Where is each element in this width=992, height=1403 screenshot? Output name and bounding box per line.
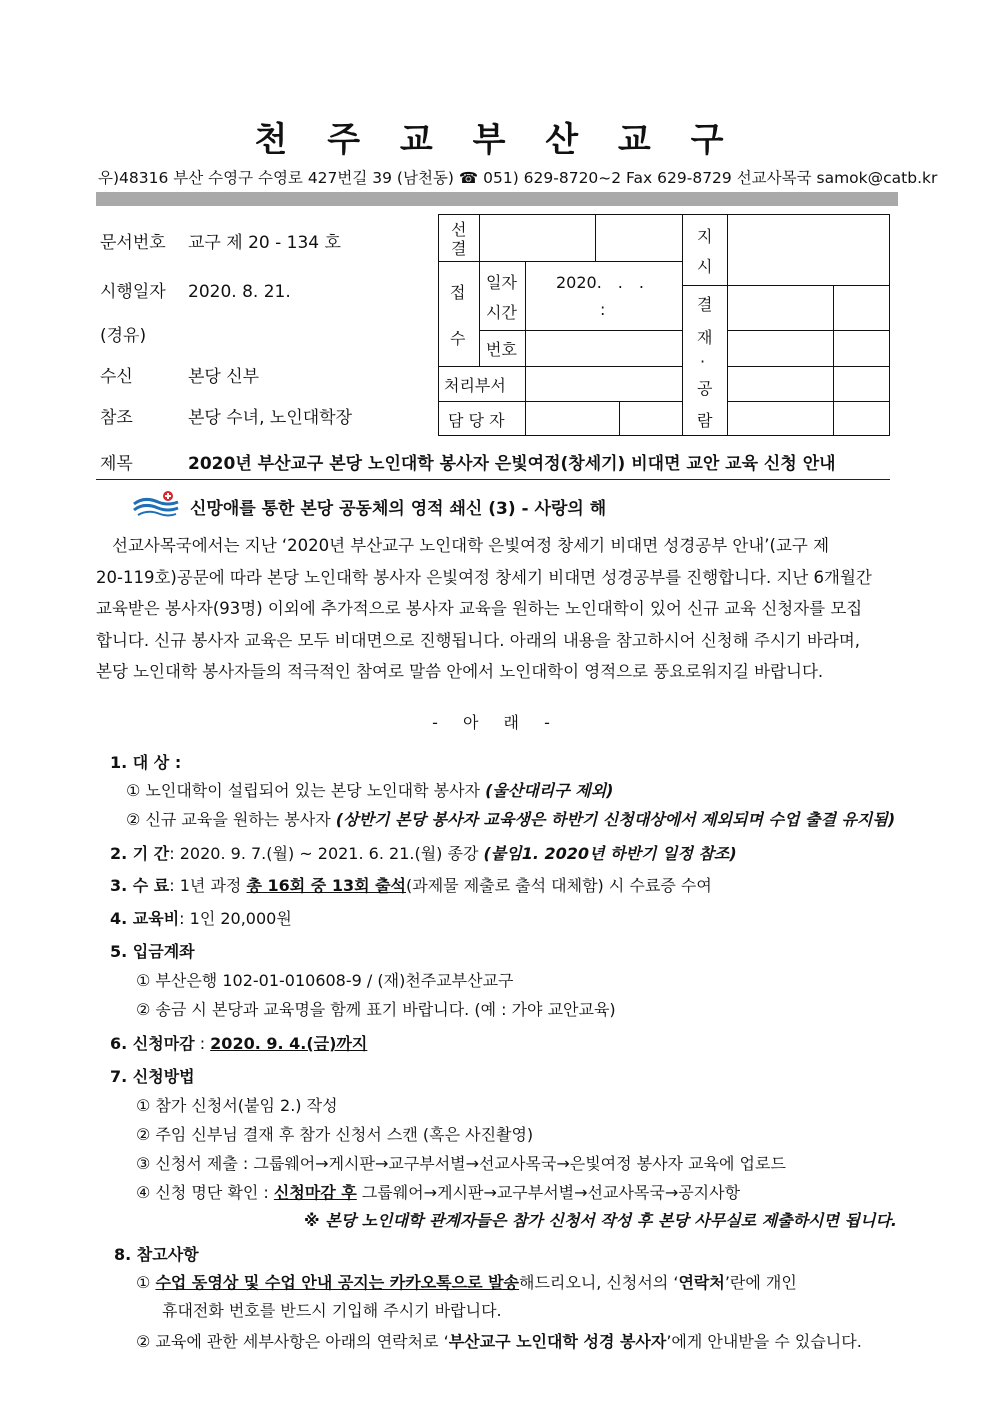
item-5 bbox=[110, 939, 195, 962]
stamp-gyeol: 결 bbox=[451, 239, 467, 258]
stamp-gong: 공 bbox=[697, 379, 713, 398]
subject-row bbox=[100, 449, 836, 474]
stamp-time-label: 시간 bbox=[486, 303, 517, 322]
item-3-post: (과제물 제출로 출석 대체함) 시 수료증 수여 bbox=[406, 876, 712, 895]
stamp-su: 수 bbox=[450, 329, 466, 348]
item-2-note: (붙임1. 2020년 하반기 일정 참조) bbox=[483, 844, 737, 863]
item-6-label: 6. 신청마감 bbox=[110, 1034, 195, 1053]
item-3 bbox=[110, 873, 712, 896]
item-3-attendance: 총 16회 중 13회 출석 bbox=[246, 876, 407, 895]
item-1 bbox=[110, 750, 181, 773]
item-2-label: 2. 기 간 bbox=[110, 844, 170, 863]
recipient-row bbox=[100, 362, 259, 387]
item-7b: ② 주임 신부님 결재 후 참가 신청서 스캔 (혹은 사진촬영) bbox=[136, 1125, 534, 1144]
intro-line: 교육받은 봉사자(93명) 이외에 추가적으로 봉사자 교육을 원하는 노인대학이 있어 신규 교육 신청자를 모집 bbox=[96, 599, 863, 618]
subject: 2020년 부산교구 본당 노인대학 봉사자 은빛여정(창세기) 비대면 교안 교육 신청 안내 bbox=[188, 454, 836, 474]
intro-line: 선교사목국에서는 지난 ‘2020년 부산교구 노인대학 은빛여정 창세기 비대면 성경공부 안내’(교구 제 bbox=[112, 536, 830, 555]
item-5b: ② 송금 시 본당과 교육명을 함께 표기 바랍니다. (예 : 가야 교안교육) bbox=[136, 1000, 616, 1019]
org-title: 천 주 교 부 산 교 구 bbox=[254, 120, 738, 160]
date-label: 시행일자 bbox=[100, 282, 166, 302]
org-address: 우)48316 부산 수영구 수영로 427번길 39 (남천동) ☎ 051) 629-8720~2 Fax 629-8729 선교사목국 samok@catb.kr bbox=[98, 169, 938, 187]
item-1a-text: ① 노인대학이 설립되어 있는 본당 노인대학 봉사자 bbox=[126, 781, 486, 800]
item-6-deadline: 2020. 9. 4.(금)까지 bbox=[210, 1034, 368, 1053]
stamp-dot: · bbox=[700, 352, 706, 371]
doc-number: 교구 제 20 - 134 호 bbox=[188, 233, 341, 253]
item-7-note: ※ 본당 노인대학 관계자들은 참가 신청서 작성 후 본당 사무실로 제출하시면 됩니다. bbox=[304, 1211, 897, 1230]
header-rule bbox=[96, 192, 898, 206]
stamp-gyeol2: 결 bbox=[697, 295, 713, 314]
diocese-logo-icon bbox=[132, 490, 180, 518]
reference-row bbox=[100, 403, 352, 428]
item-7d-post: 그룹웨어→게시판→교구부서별→선교사목국→공지사항 bbox=[356, 1183, 741, 1202]
item-6 bbox=[110, 1031, 367, 1054]
stamp-ram: 람 bbox=[697, 411, 713, 430]
item-3-pre: : 1년 과정 bbox=[169, 876, 247, 895]
item-7 bbox=[110, 1064, 195, 1087]
item-1b-note: (상반기 본당 봉사자 교육생은 하반기 신청대상에서 제외되며 수업 출결 유지됨) bbox=[335, 810, 896, 829]
stamp-dept-label: 처리부서 bbox=[444, 376, 506, 395]
intro-line: 20-119호)공문에 따라 본당 노인대학 봉사자 은빛여정 창세기 비대면 성경공부를 진행합니다. 지난 6개월간 bbox=[96, 567, 872, 587]
approval-stamp-table bbox=[438, 214, 890, 436]
doc-number-label: 문서번호 bbox=[100, 233, 166, 253]
stamp-date-label: 일자 bbox=[486, 273, 517, 292]
item-8b-post: ’에게 안내받을 수 있습니다. bbox=[666, 1332, 862, 1351]
item-8a-post: ’란에 개인 bbox=[724, 1273, 797, 1292]
stamp-jeop: 접 bbox=[450, 283, 466, 302]
recipient: 본당 신부 bbox=[188, 367, 260, 387]
item-1b-text: ② 신규 교육을 원하는 봉사자 bbox=[126, 810, 336, 829]
item-8a bbox=[136, 1270, 797, 1293]
stamp-manager-label: 담 당 자 bbox=[448, 411, 505, 430]
item-4-label: 4. 교육비 bbox=[110, 909, 180, 928]
subject-label: 제목 bbox=[100, 454, 133, 474]
item-5-label: 5. 입금계좌 bbox=[110, 942, 195, 961]
item-8a-kakao: 수업 동영상 및 수업 안내 공지는 카카오톡으로 발송 bbox=[155, 1273, 520, 1292]
item-8b bbox=[136, 1329, 862, 1352]
item-3-label: 3. 수 료 bbox=[110, 876, 170, 895]
details-heading: - 아 래 - bbox=[432, 713, 560, 732]
item-1a-note: (울산대리구 제외) bbox=[485, 781, 614, 800]
item-8a-cont: 휴대전화 번호를 반드시 기입해 주시기 바랍니다. bbox=[162, 1301, 502, 1320]
stamp-number-label: 번호 bbox=[486, 340, 517, 359]
reference: 본당 수녀, 노인대학장 bbox=[188, 408, 353, 428]
intro-line: 합니다. 신규 봉사자 교육은 모두 비대면으로 진행됩니다. 아래의 내용을 참고하시어 신청해 주시기 바라며, bbox=[96, 630, 861, 650]
recipient-label: 수신 bbox=[100, 367, 133, 387]
intro-paragraph bbox=[96, 530, 900, 688]
item-7a: ① 참가 신청서(붙임 2.) 작성 bbox=[136, 1096, 338, 1115]
doc-number-row bbox=[100, 228, 341, 253]
reference-label: 참조 bbox=[100, 408, 133, 428]
item-6-pre: : bbox=[194, 1034, 211, 1053]
item-4 bbox=[110, 906, 292, 929]
item-2-text: : 2020. 9. 7.(월) ~ 2021. 6. 21.(월) 종강 bbox=[169, 844, 484, 863]
item-1a bbox=[126, 778, 613, 801]
via-row bbox=[100, 321, 146, 346]
date-row bbox=[100, 277, 291, 302]
item-8 bbox=[114, 1242, 199, 1265]
item-7d-pre: ④ 신청 명단 확인 : bbox=[136, 1183, 274, 1202]
item-8b-contact-name: 부산교구 노인대학 성경 봉사자 bbox=[448, 1332, 667, 1351]
slogan: 신망애를 통한 본당 공동체의 영적 쇄신 (3) - 사랑의 해 bbox=[190, 499, 607, 519]
stamp-si: 시 bbox=[697, 257, 713, 276]
item-7d-after-deadline: 신청마감 후 bbox=[273, 1183, 357, 1202]
item-4-text: : 1인 20,000원 bbox=[179, 909, 292, 928]
item-8a-contact: 연락처 bbox=[678, 1273, 725, 1292]
stamp-jae: 재 bbox=[697, 328, 713, 347]
stamp-seon: 선 bbox=[451, 220, 467, 239]
item-2 bbox=[110, 841, 737, 864]
item-7c: ③ 신청서 제출 : 그룹웨어→게시판→교구부서별→선교사목국→은빛여정 봉사자 교육에 업로드 bbox=[136, 1154, 786, 1173]
stamp-time-value: : bbox=[600, 300, 606, 319]
item-7-label: 7. 신청방법 bbox=[110, 1067, 195, 1086]
item-1-label: 1. 대 상 : bbox=[110, 753, 182, 772]
item-7d bbox=[136, 1180, 740, 1203]
item-8-label: 8. 참고사항 bbox=[114, 1245, 199, 1264]
item-1b bbox=[126, 807, 895, 830]
item-8a-pre: ① bbox=[136, 1273, 156, 1292]
stamp-date-value: 2020. . . bbox=[556, 273, 644, 292]
item-8b-pre: ② 교육에 관한 세부사항은 아래의 연락처로 ‘ bbox=[136, 1332, 449, 1351]
date-value: 2020. 8. 21. bbox=[188, 282, 291, 302]
subject-rule bbox=[96, 479, 890, 480]
item-5a: ① 부산은행 102-01-010608-9 / (재)천주교부산교구 bbox=[136, 971, 514, 990]
intro-line: 본당 노인대학 봉사자들의 적극적인 참여로 말씀 안에서 노인대학이 영적으로 풍요로워지길 바랍니다. bbox=[96, 662, 824, 681]
item-8a-mid: 해드리오니, 신청서의 ‘ bbox=[519, 1273, 679, 1292]
via-label: (경유) bbox=[100, 326, 147, 346]
stamp-ji: 지 bbox=[697, 227, 713, 246]
